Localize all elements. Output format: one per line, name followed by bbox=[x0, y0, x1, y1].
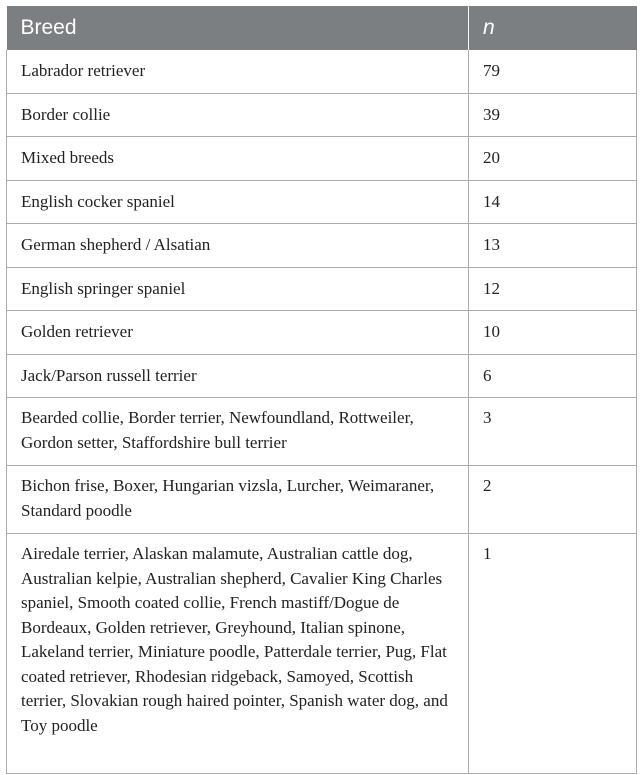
breed-cell: Border collie bbox=[7, 93, 469, 137]
table-row bbox=[7, 50, 637, 93]
count-cell: 13 bbox=[469, 224, 637, 268]
count-cell: 6 bbox=[469, 354, 637, 398]
table-row bbox=[7, 180, 637, 224]
count-cell: 79 bbox=[469, 50, 637, 93]
n-column-header: n bbox=[469, 6, 637, 50]
table-row bbox=[7, 137, 637, 181]
count-cell: 14 bbox=[469, 180, 637, 224]
table-row bbox=[7, 311, 637, 355]
breed-cell: Labrador retriever bbox=[7, 50, 469, 93]
count-cell: 39 bbox=[469, 93, 637, 137]
count-cell: 10 bbox=[469, 311, 637, 355]
breed-cell: Airedale terrier, Alaskan malamute, Australian cattle dog, Australian kelpie, Australian shepherd, Cavalier King Charles spaniel, Smooth coated collie, French mastiff/Dogue de Bordeaux, Golden retriever, Greyhound, Italian spinone, Lakeland terrier, Miniature poodle, Patterdale terrier, Pug, Flat coated retriever, Rhodesian ridgeback, Samoyed, Scottish terrier, Slovakian rough haired pointer, Spanish water dog, and Toy poodle bbox=[7, 534, 469, 774]
breed-table bbox=[6, 6, 637, 774]
table-row bbox=[7, 354, 637, 398]
table-row bbox=[7, 93, 637, 137]
breed-cell: Mixed breeds bbox=[7, 137, 469, 181]
count-cell: 1 bbox=[469, 534, 637, 774]
breed-table-container bbox=[6, 6, 636, 774]
count-cell: 2 bbox=[469, 466, 637, 534]
breed-cell: English springer spaniel bbox=[7, 267, 469, 311]
breed-column-header: Breed bbox=[7, 6, 469, 50]
table-row bbox=[7, 466, 637, 534]
breed-cell: German shepherd / Alsatian bbox=[7, 224, 469, 268]
breed-cell: Golden retriever bbox=[7, 311, 469, 355]
table-row bbox=[7, 534, 637, 774]
table-row bbox=[7, 224, 637, 268]
count-cell: 3 bbox=[469, 398, 637, 466]
breed-cell: Bearded collie, Border terrier, Newfoundland, Rottweiler, Gordon setter, Staffordshire bull terrier bbox=[7, 398, 469, 466]
table-row bbox=[7, 398, 637, 466]
count-cell: 12 bbox=[469, 267, 637, 311]
breed-cell: Bichon frise, Boxer, Hungarian vizsla, Lurcher, Weimaraner, Standard poodle bbox=[7, 466, 469, 534]
count-cell: 20 bbox=[469, 137, 637, 181]
table-row bbox=[7, 267, 637, 311]
breed-cell: Jack/Parson russell terrier bbox=[7, 354, 469, 398]
breed-cell: English cocker spaniel bbox=[7, 180, 469, 224]
table-header-row bbox=[7, 6, 637, 50]
